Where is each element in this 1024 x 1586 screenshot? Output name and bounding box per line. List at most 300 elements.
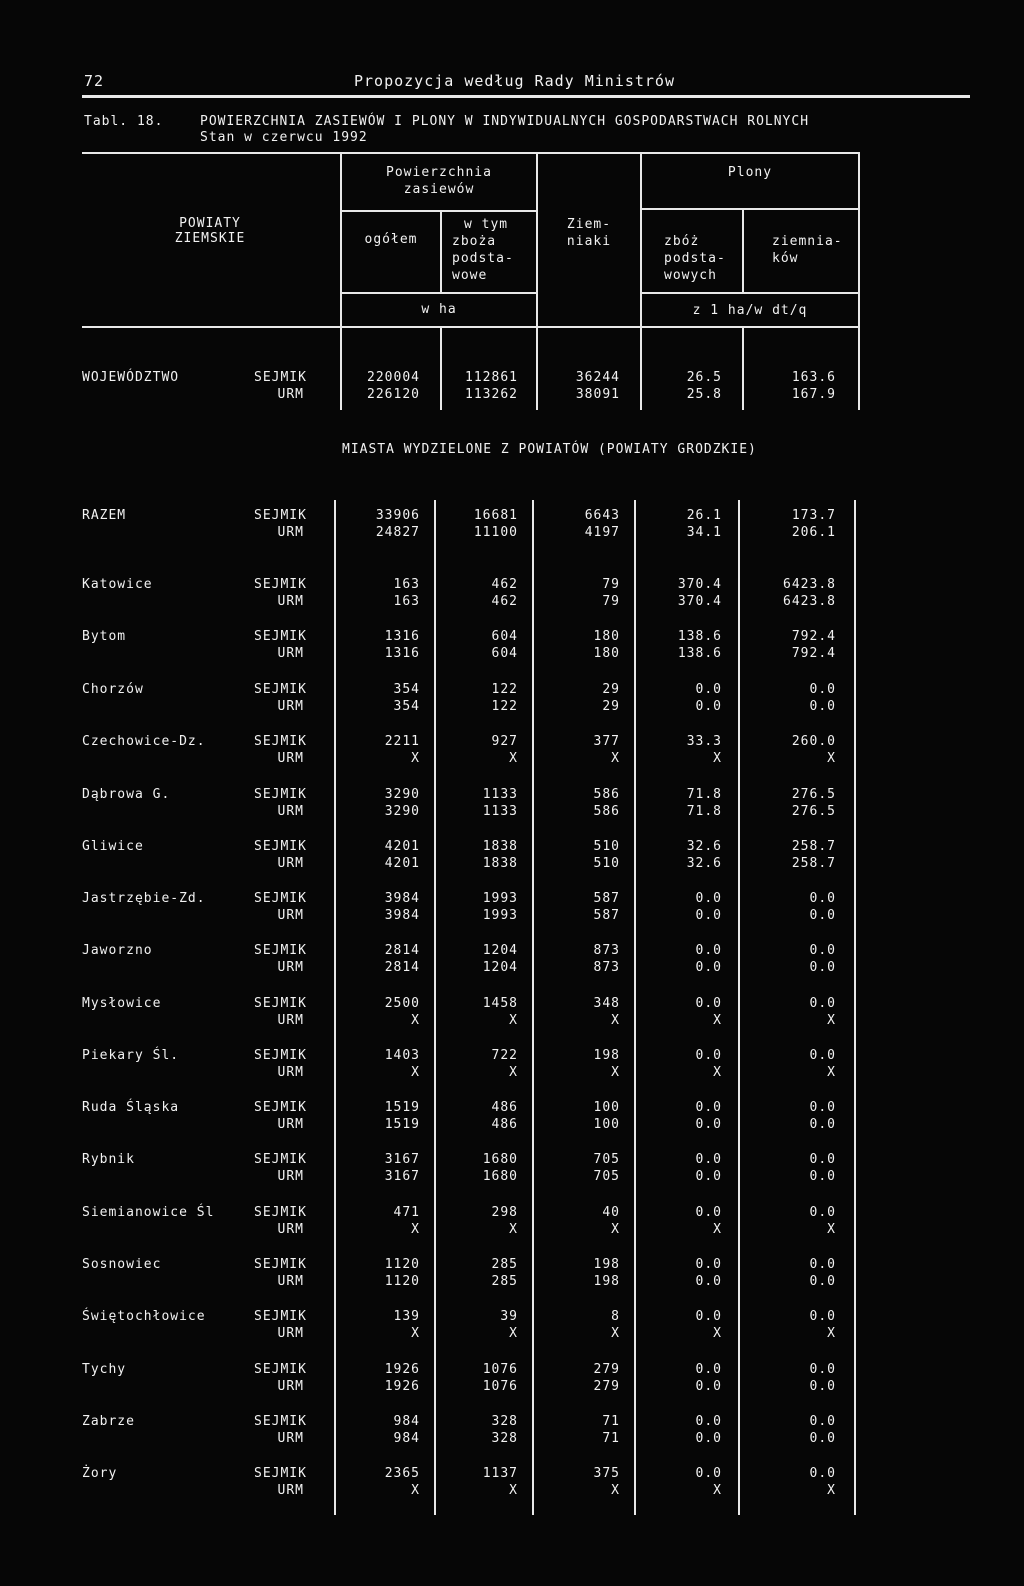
table-cell: 0.0 [695, 1117, 722, 1132]
table-cell: 0.0 [809, 1431, 836, 1446]
table-cell: X [713, 751, 722, 766]
row-name: Świętochłowice [82, 1309, 206, 1324]
header-ziemniakow [772, 233, 843, 267]
table-cell: 0.0 [695, 996, 722, 1011]
row-name: Mysłowice [82, 996, 162, 1011]
table-cell: 298 [491, 1205, 518, 1220]
table-cell: 1133 [482, 804, 518, 819]
table-cell: 375 [593, 1466, 620, 1481]
table-cell: 0.0 [695, 1309, 722, 1324]
table-cell: X [509, 1013, 518, 1028]
table-cell: 0.0 [809, 960, 836, 975]
running-head: Propozycja według Rady Ministrów [354, 72, 675, 90]
table-cell: 276.5 [791, 804, 836, 819]
row-name: Żory [82, 1466, 118, 1481]
row-source: SEJMIK [254, 996, 307, 1011]
table-cell: 39 [500, 1309, 518, 1324]
table-cell: 510 [593, 856, 620, 871]
table-cell: 705 [593, 1152, 620, 1167]
table-cell: 1519 [384, 1117, 420, 1132]
table-cell: 3984 [384, 908, 420, 923]
table-cell: 2814 [384, 960, 420, 975]
table-cell: 3984 [384, 891, 420, 906]
table-cell: X [827, 1065, 836, 1080]
table-cell: 1076 [482, 1379, 518, 1394]
table-cell: 24827 [375, 525, 420, 540]
table-cell: 226120 [367, 387, 420, 402]
table-cell: 29 [602, 699, 620, 714]
row-source: SEJMIK [254, 1205, 307, 1220]
table-cell: 0.0 [809, 1169, 836, 1184]
table-cell: 0.0 [695, 908, 722, 923]
table-cell: 348 [593, 996, 620, 1011]
table-cell: 462 [491, 577, 518, 592]
header-ziemniaki-l1: Ziem- [566, 217, 612, 232]
table-cell: 220004 [367, 370, 420, 385]
table-cell: X [827, 1013, 836, 1028]
row-name: WOJEWÓDZTWO [82, 370, 180, 385]
table-cell: 11100 [473, 525, 518, 540]
table-cell: 71 [602, 1414, 620, 1429]
table-cell: 3290 [384, 804, 420, 819]
table-cell: 163 [393, 594, 420, 609]
table-cell: 0.0 [695, 1205, 722, 1220]
row-name: Bytom [82, 629, 127, 644]
row-name: Siemianowice Śl [82, 1205, 215, 1220]
header-zboz-l2: podsta- [664, 251, 726, 266]
table-cell: 705 [593, 1169, 620, 1184]
row-source: URM [277, 699, 304, 714]
row-source: URM [277, 1013, 304, 1028]
table-cell: 29 [602, 682, 620, 697]
table-cell: X [611, 1326, 620, 1341]
table-cell: 3290 [384, 787, 420, 802]
table-cell: 0.0 [695, 1100, 722, 1115]
table-cell: 38091 [575, 387, 620, 402]
header-plony: Plony [727, 165, 773, 180]
table-cell: 1993 [482, 891, 518, 906]
table-cell: 1680 [482, 1152, 518, 1167]
table-cell: 377 [593, 734, 620, 749]
row-name: Gliwice [82, 839, 144, 854]
header-powierzchnia-l2: zasiewów [403, 182, 475, 197]
table-cell: 198 [593, 1257, 620, 1272]
table-cell: 587 [593, 891, 620, 906]
row-source: SEJMIK [254, 1362, 307, 1377]
header-zboz-l3: wowych [664, 268, 717, 283]
table-cell: 0.0 [809, 908, 836, 923]
row-source: SEJMIK [254, 1257, 307, 1272]
row-source: SEJMIK [254, 577, 307, 592]
header-ziemniakow-l1: ziemnia- [772, 234, 843, 249]
row-source: SEJMIK [254, 891, 307, 906]
table-cell: 2365 [384, 1466, 420, 1481]
table-cell: 587 [593, 908, 620, 923]
table-cell: 0.0 [695, 1431, 722, 1446]
header-ziemniaki [538, 216, 640, 250]
row-name: Jaworzno [82, 943, 153, 958]
row-source: URM [277, 804, 304, 819]
row-source: SEJMIK [254, 734, 307, 749]
table-cell: X [611, 1483, 620, 1498]
table-cell: X [827, 1222, 836, 1237]
table-cell: 984 [393, 1414, 420, 1429]
table-cell: 112861 [465, 370, 518, 385]
header-ogolem: ogółem [364, 232, 418, 247]
table-title: POWIERZCHNIA ZASIEWÓW I PLONY W INDYWIDUALNYCH GOSPODARSTWACH ROLNYCH [200, 114, 810, 129]
table-cell: 0.0 [809, 1379, 836, 1394]
table-cell: 122 [491, 682, 518, 697]
table-cell: 163.6 [791, 370, 836, 385]
header-wtym-l1: w tym [464, 217, 509, 232]
table-cell: 71.8 [686, 787, 722, 802]
table-cell: X [713, 1483, 722, 1498]
table-cell: 722 [491, 1048, 518, 1063]
table-cell: 198 [593, 1048, 620, 1063]
table-cell: 4201 [384, 856, 420, 871]
table-cell: 0.0 [695, 960, 722, 975]
table-cell: 873 [593, 943, 620, 958]
header-wtym-l3: podsta- [452, 251, 514, 266]
table-cell: 1120 [384, 1274, 420, 1289]
table-cell: 6643 [584, 508, 620, 523]
table-cell: 792.4 [791, 629, 836, 644]
row-source: URM [277, 1065, 304, 1080]
table-cell: 0.0 [695, 1274, 722, 1289]
body-vline [858, 326, 860, 410]
table-cell: 26.1 [686, 508, 722, 523]
table-cell: 1133 [482, 787, 518, 802]
table-cell: 1137 [482, 1466, 518, 1481]
table-cell: 0.0 [809, 996, 836, 1011]
table-cell: 279 [593, 1379, 620, 1394]
table-cell: 40 [602, 1205, 620, 1220]
body-vline [742, 326, 744, 410]
table-cell: X [411, 1065, 420, 1080]
table-cell: 0.0 [695, 1257, 722, 1272]
body-vline [738, 500, 740, 1515]
table-cell: 1680 [482, 1169, 518, 1184]
table-cell: 1076 [482, 1362, 518, 1377]
row-name: Jastrzębie-Zd. [82, 891, 206, 906]
table-cell: 0.0 [809, 1257, 836, 1272]
table-cell: 6423.8 [783, 577, 836, 592]
powierzchnia-sub-rule [340, 210, 536, 212]
row-name: Tychy [82, 1362, 127, 1377]
table-cell: 206.1 [791, 525, 836, 540]
header-unit-dtq: z 1 ha/w dt/q [692, 303, 808, 318]
row-source: URM [277, 1326, 304, 1341]
table-cell: X [411, 1013, 420, 1028]
row-source: URM [277, 856, 304, 871]
table-cell: 586 [593, 804, 620, 819]
unit-ha-rule [340, 292, 536, 294]
header-rule [82, 95, 970, 98]
table-cell: 279 [593, 1362, 620, 1377]
table-cell: 1120 [384, 1257, 420, 1272]
table-cell: X [827, 1326, 836, 1341]
table-cell: 604 [491, 646, 518, 661]
header-vline [742, 208, 744, 292]
table-cell: 0.0 [809, 682, 836, 697]
table-cell: 0.0 [695, 1169, 722, 1184]
table-cell: X [411, 751, 420, 766]
table-cell: 462 [491, 594, 518, 609]
table-cell: 927 [491, 734, 518, 749]
table-cell: 260.0 [791, 734, 836, 749]
row-source: SEJMIK [254, 1466, 307, 1481]
row-source: URM [277, 1169, 304, 1184]
table-cell: 0.0 [695, 1414, 722, 1429]
table-cell: 0.0 [809, 1152, 836, 1167]
row-name: Rybnik [82, 1152, 135, 1167]
table-cell: X [509, 751, 518, 766]
table-cell: 2500 [384, 996, 420, 1011]
table-cell: 122 [491, 699, 518, 714]
table-cell: X [713, 1065, 722, 1080]
table-cell: 79 [602, 577, 620, 592]
row-source: SEJMIK [254, 508, 307, 523]
table-cell: X [411, 1222, 420, 1237]
row-source: SEJMIK [254, 1048, 307, 1063]
table-cell: 163 [393, 577, 420, 592]
row-source: SEJMIK [254, 943, 307, 958]
table-cell: 113262 [465, 387, 518, 402]
row-source: URM [277, 646, 304, 661]
row-source: SEJMIK [254, 370, 307, 385]
table-cell: X [713, 1326, 722, 1341]
table-cell: 1993 [482, 908, 518, 923]
table-cell: X [827, 1483, 836, 1498]
table-cell: 36244 [575, 370, 620, 385]
table-cell: 604 [491, 629, 518, 644]
row-source: URM [277, 1483, 304, 1498]
table-cell: X [713, 1013, 722, 1028]
table-cell: 1316 [384, 629, 420, 644]
table-cell: 0.0 [809, 1362, 836, 1377]
table-cell: 26.5 [686, 370, 722, 385]
table-cell: X [611, 1222, 620, 1237]
table-cell: 180 [593, 629, 620, 644]
table-cell: 3167 [384, 1169, 420, 1184]
table-cell: 0.0 [695, 1048, 722, 1063]
table-cell: 984 [393, 1431, 420, 1446]
row-source: SEJMIK [254, 1152, 307, 1167]
table-cell: 1838 [482, 839, 518, 854]
table-cell: X [827, 751, 836, 766]
page-number: 72 [84, 72, 105, 90]
table-cell: 32.6 [686, 839, 722, 854]
row-name: Piekary Śl. [82, 1048, 180, 1063]
table-cell: 354 [393, 699, 420, 714]
row-source: URM [277, 960, 304, 975]
table-cell: 0.0 [809, 1048, 836, 1063]
header-wtym-l4: wowe [452, 268, 488, 283]
table-cell: 0.0 [695, 699, 722, 714]
table-cell: 71.8 [686, 804, 722, 819]
table-cell: 167.9 [791, 387, 836, 402]
section-miasta: MIASTA WYDZIELONE Z POWIATÓW (POWIATY GRODZKIE) [342, 442, 757, 457]
header-vline [858, 152, 860, 328]
table-cell: 586 [593, 787, 620, 802]
table-cell: 8 [611, 1309, 620, 1324]
table-cell: 0.0 [809, 1414, 836, 1429]
table-cell: 285 [491, 1274, 518, 1289]
row-name: Ruda Śląska [82, 1100, 180, 1115]
header-wtym-l2: zboża [452, 234, 497, 249]
table-cell: 0.0 [695, 1379, 722, 1394]
table-cell: 4197 [584, 525, 620, 540]
table-cell: 0.0 [809, 1100, 836, 1115]
table-cell: 1926 [384, 1362, 420, 1377]
row-name: Dąbrowa G. [82, 787, 171, 802]
header-wtym [452, 216, 514, 284]
table-cell: 2814 [384, 943, 420, 958]
table-cell: 486 [491, 1117, 518, 1132]
table-cell: 1838 [482, 856, 518, 871]
row-source: URM [277, 1379, 304, 1394]
table-cell: 139 [393, 1309, 420, 1324]
table-cell: X [509, 1065, 518, 1080]
header-zboz-l1: zbóż [664, 234, 700, 249]
table-cell: X [411, 1326, 420, 1341]
row-source: SEJMIK [254, 1309, 307, 1324]
row-name: Sosnowiec [82, 1257, 162, 1272]
body-vline [854, 500, 856, 1515]
table-cell: 285 [491, 1257, 518, 1272]
table-cell: 0.0 [809, 943, 836, 958]
table-cell: 173.7 [791, 508, 836, 523]
table-cell: 1204 [482, 960, 518, 975]
table-cell: 0.0 [809, 1117, 836, 1132]
row-name: Katowice [82, 577, 153, 592]
table-cell: 100 [593, 1100, 620, 1115]
row-source: SEJMIK [254, 682, 307, 697]
table-cell: X [611, 1013, 620, 1028]
row-source: URM [277, 1274, 304, 1289]
table-cell: 16681 [473, 508, 518, 523]
row-source: URM [277, 1222, 304, 1237]
table-cell: 2211 [384, 734, 420, 749]
row-source: URM [277, 594, 304, 609]
table-cell: 0.0 [695, 1466, 722, 1481]
table-label: Tabl. 18. [84, 114, 164, 129]
table-cell: 328 [491, 1431, 518, 1446]
table-cell: 0.0 [809, 1274, 836, 1289]
table-cell: 1403 [384, 1048, 420, 1063]
table-cell: X [611, 751, 620, 766]
table-cell: 328 [491, 1414, 518, 1429]
table-cell: 0.0 [809, 891, 836, 906]
table-cell: X [509, 1222, 518, 1237]
table-cell: 71 [602, 1431, 620, 1446]
table-cell: 3167 [384, 1152, 420, 1167]
table-cell: 34.1 [686, 525, 722, 540]
table-cell: 486 [491, 1100, 518, 1115]
table-cell: 25.8 [686, 387, 722, 402]
table-subtitle: Stan w czerwcu 1992 [200, 130, 368, 145]
unit-dtq-rule [640, 292, 860, 294]
table-cell: 1458 [482, 996, 518, 1011]
table-cell: X [713, 1222, 722, 1237]
table-cell: 0.0 [695, 682, 722, 697]
table-cell: X [509, 1483, 518, 1498]
table-cell: 6423.8 [783, 594, 836, 609]
table-cell: X [411, 1483, 420, 1498]
header-top-rule [82, 152, 860, 154]
header-powierzchnia [342, 164, 536, 198]
row-name: Chorzów [82, 682, 144, 697]
table-cell: 79 [602, 594, 620, 609]
table-cell: 370.4 [677, 594, 722, 609]
table-cell: 0.0 [695, 1362, 722, 1377]
row-source: SEJMIK [254, 787, 307, 802]
row-source: SEJMIK [254, 1414, 307, 1429]
table-cell: 1204 [482, 943, 518, 958]
row-source: SEJMIK [254, 1100, 307, 1115]
header-powierzchnia-l1: Powierzchnia [386, 165, 492, 180]
table-cell: 138.6 [677, 646, 722, 661]
table-cell: 276.5 [791, 787, 836, 802]
table-cell: 471 [393, 1205, 420, 1220]
table-cell: 0.0 [695, 891, 722, 906]
header-ziemniaki-l2: niaki [566, 234, 612, 249]
table-cell: 1519 [384, 1100, 420, 1115]
table-cell: 792.4 [791, 646, 836, 661]
row-source: SEJMIK [254, 839, 307, 854]
row-source: URM [277, 1117, 304, 1132]
row-name: Czechowice-Dz. [82, 734, 206, 749]
table-cell: 0.0 [809, 1466, 836, 1481]
row-name: Zabrze [82, 1414, 135, 1429]
row-source: SEJMIK [254, 629, 307, 644]
row-source: URM [277, 387, 304, 402]
row-source: URM [277, 751, 304, 766]
header-powiaty-l2: ZIEMSKIE [174, 231, 246, 246]
table-cell: 354 [393, 682, 420, 697]
row-name: RAZEM [82, 508, 127, 523]
table-cell: 0.0 [695, 943, 722, 958]
header-unit-ha: w ha [421, 302, 457, 317]
plony-sub-rule [640, 208, 860, 210]
table-cell: 138.6 [677, 629, 722, 644]
table-cell: 0.0 [809, 699, 836, 714]
table-cell: 100 [593, 1117, 620, 1132]
table-cell: 33.3 [686, 734, 722, 749]
header-zboz [664, 233, 726, 284]
table-cell: X [509, 1326, 518, 1341]
table-cell: 0.0 [809, 1205, 836, 1220]
table-cell: 4201 [384, 839, 420, 854]
header-ziemniakow-l2: ków [772, 251, 799, 266]
table-cell: 510 [593, 839, 620, 854]
table-cell: 1316 [384, 646, 420, 661]
header-powiaty-l1: POWIATY [179, 216, 241, 231]
table-cell: 1926 [384, 1379, 420, 1394]
row-source: URM [277, 908, 304, 923]
header-vline [440, 210, 442, 292]
table-cell: 0.0 [809, 1309, 836, 1324]
table-cell: 33906 [375, 508, 420, 523]
row-source: URM [277, 1431, 304, 1446]
table-cell: 32.6 [686, 856, 722, 871]
table-cell: 258.7 [791, 839, 836, 854]
table-cell: 198 [593, 1274, 620, 1289]
table-cell: 370.4 [677, 577, 722, 592]
header-powiaty [140, 216, 280, 246]
table-cell: 258.7 [791, 856, 836, 871]
table-cell: 180 [593, 646, 620, 661]
